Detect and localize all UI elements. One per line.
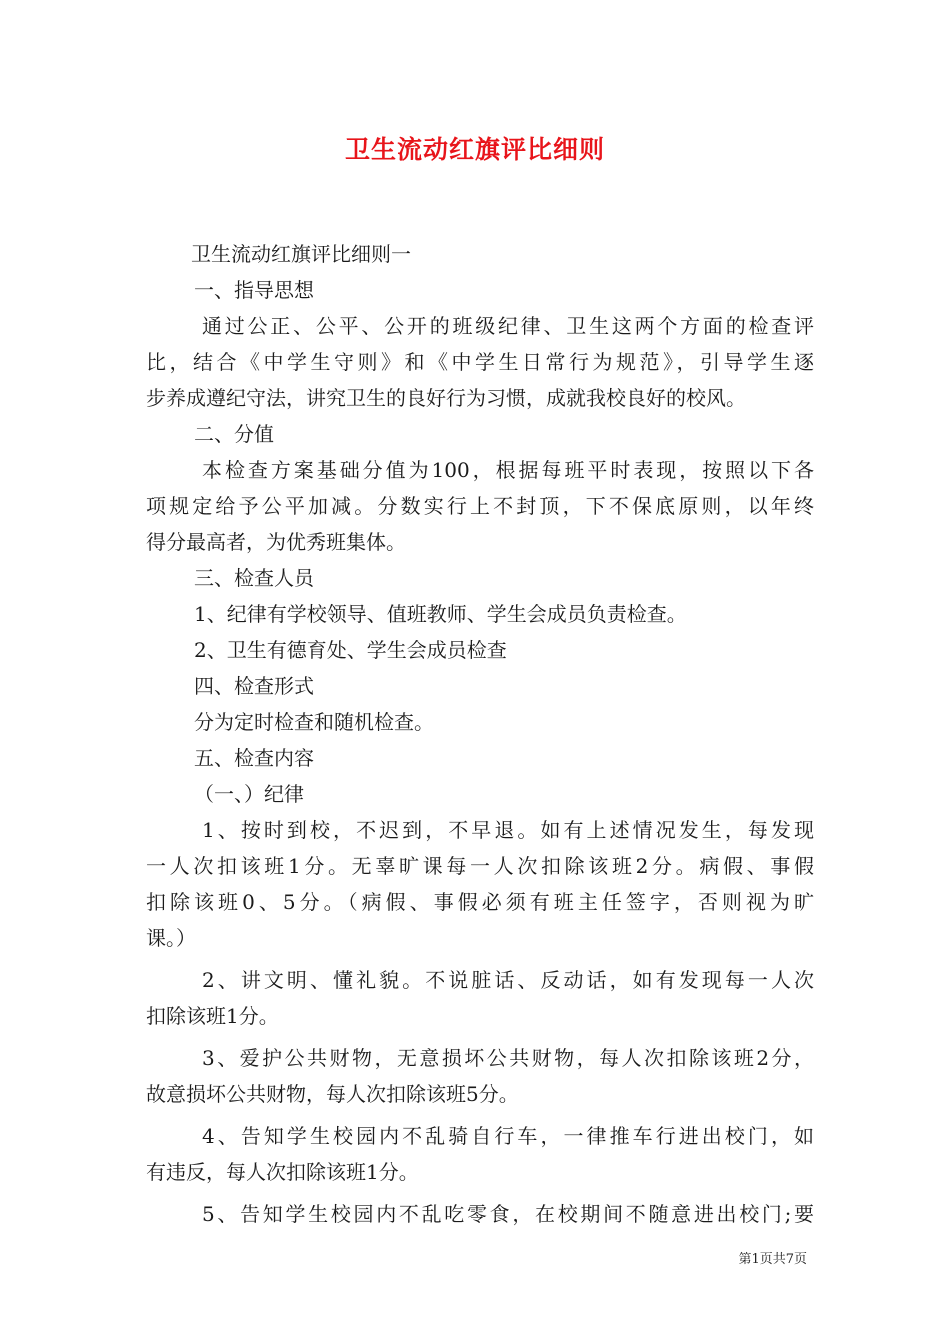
paragraph-line: 项规定给予公平加减。分数实行上不封顶，下不保底原则，以年终	[146, 494, 814, 518]
paragraph-line: 1、纪律有学校领导、值班教师、学生会成员负责检查。	[194, 602, 687, 626]
heading-inspection-content: 五、检查内容	[194, 746, 314, 770]
paragraph-line: 比，结合《中学生守则》和《中学生日常行为规范》，引导学生逐	[146, 350, 814, 374]
heading-inspectors: 三、检查人员	[194, 566, 314, 590]
paragraph-line: 2、卫生有德育处、学生会成员检查	[194, 638, 507, 662]
paragraph-line: 得分最高者，为优秀班集体。	[146, 530, 406, 554]
document-body	[146, 236, 814, 1232]
page-number: 第1页共7页	[738, 1252, 807, 1267]
paragraph-line: 分为定时检查和随机检查。	[194, 710, 434, 734]
paragraph-line: 有违反，每人次扣除该班1分。	[146, 1160, 419, 1184]
paragraph-line: 故意损坏公共财物，每人次扣除该班5分。	[146, 1082, 519, 1106]
heading-score: 二、分值	[194, 422, 274, 446]
paragraph-line: 扣除该班1分。	[146, 1004, 279, 1028]
section-subtitle: 卫生流动红旗评比细则一	[191, 242, 411, 266]
paragraph-line: 步养成遵纪守法，讲究卫生的良好行为习惯，成就我校良好的校风。	[146, 386, 746, 410]
paragraph-line: 2、讲文明、懂礼貌。不说脏话、反动话，如有发现每一人次	[202, 968, 814, 992]
paragraph-line: 1、按时到校，不迟到，不早退。如有上述情况发生，每发现	[202, 818, 814, 842]
subheading-discipline: （一、）纪律	[194, 782, 304, 806]
paragraph-line: 课。）	[146, 926, 196, 950]
paragraph-line: 5、告知学生校园内不乱吃零食，在校期间不随意进出校门;要	[202, 1202, 814, 1226]
heading-guiding-idea: 一、指导思想	[194, 278, 314, 302]
paragraph-line: 扣除该班0、5分。（病假、事假必须有班主任签字，否则视为旷	[146, 890, 814, 914]
document-title: 卫生流动红旗评比细则	[344, 135, 605, 164]
paragraph-line: 通过公正、公平、公开的班级纪律、卫生这两个方面的检查评	[202, 314, 814, 338]
paragraph-line: 3、爱护公共财物，无意损坏公共财物，每人次扣除该班2分，	[202, 1046, 814, 1070]
paragraph-line: 本检查方案基础分值为100，根据每班平时表现，按照以下各	[202, 458, 814, 482]
paragraph-line: 4、告知学生校园内不乱骑自行车，一律推车行进出校门，如	[202, 1124, 814, 1148]
paragraph-line: 一人次扣该班1分。无辜旷课每一人次扣除该班2分。病假、事假	[146, 854, 814, 878]
heading-inspection-form: 四、检查形式	[194, 674, 314, 698]
